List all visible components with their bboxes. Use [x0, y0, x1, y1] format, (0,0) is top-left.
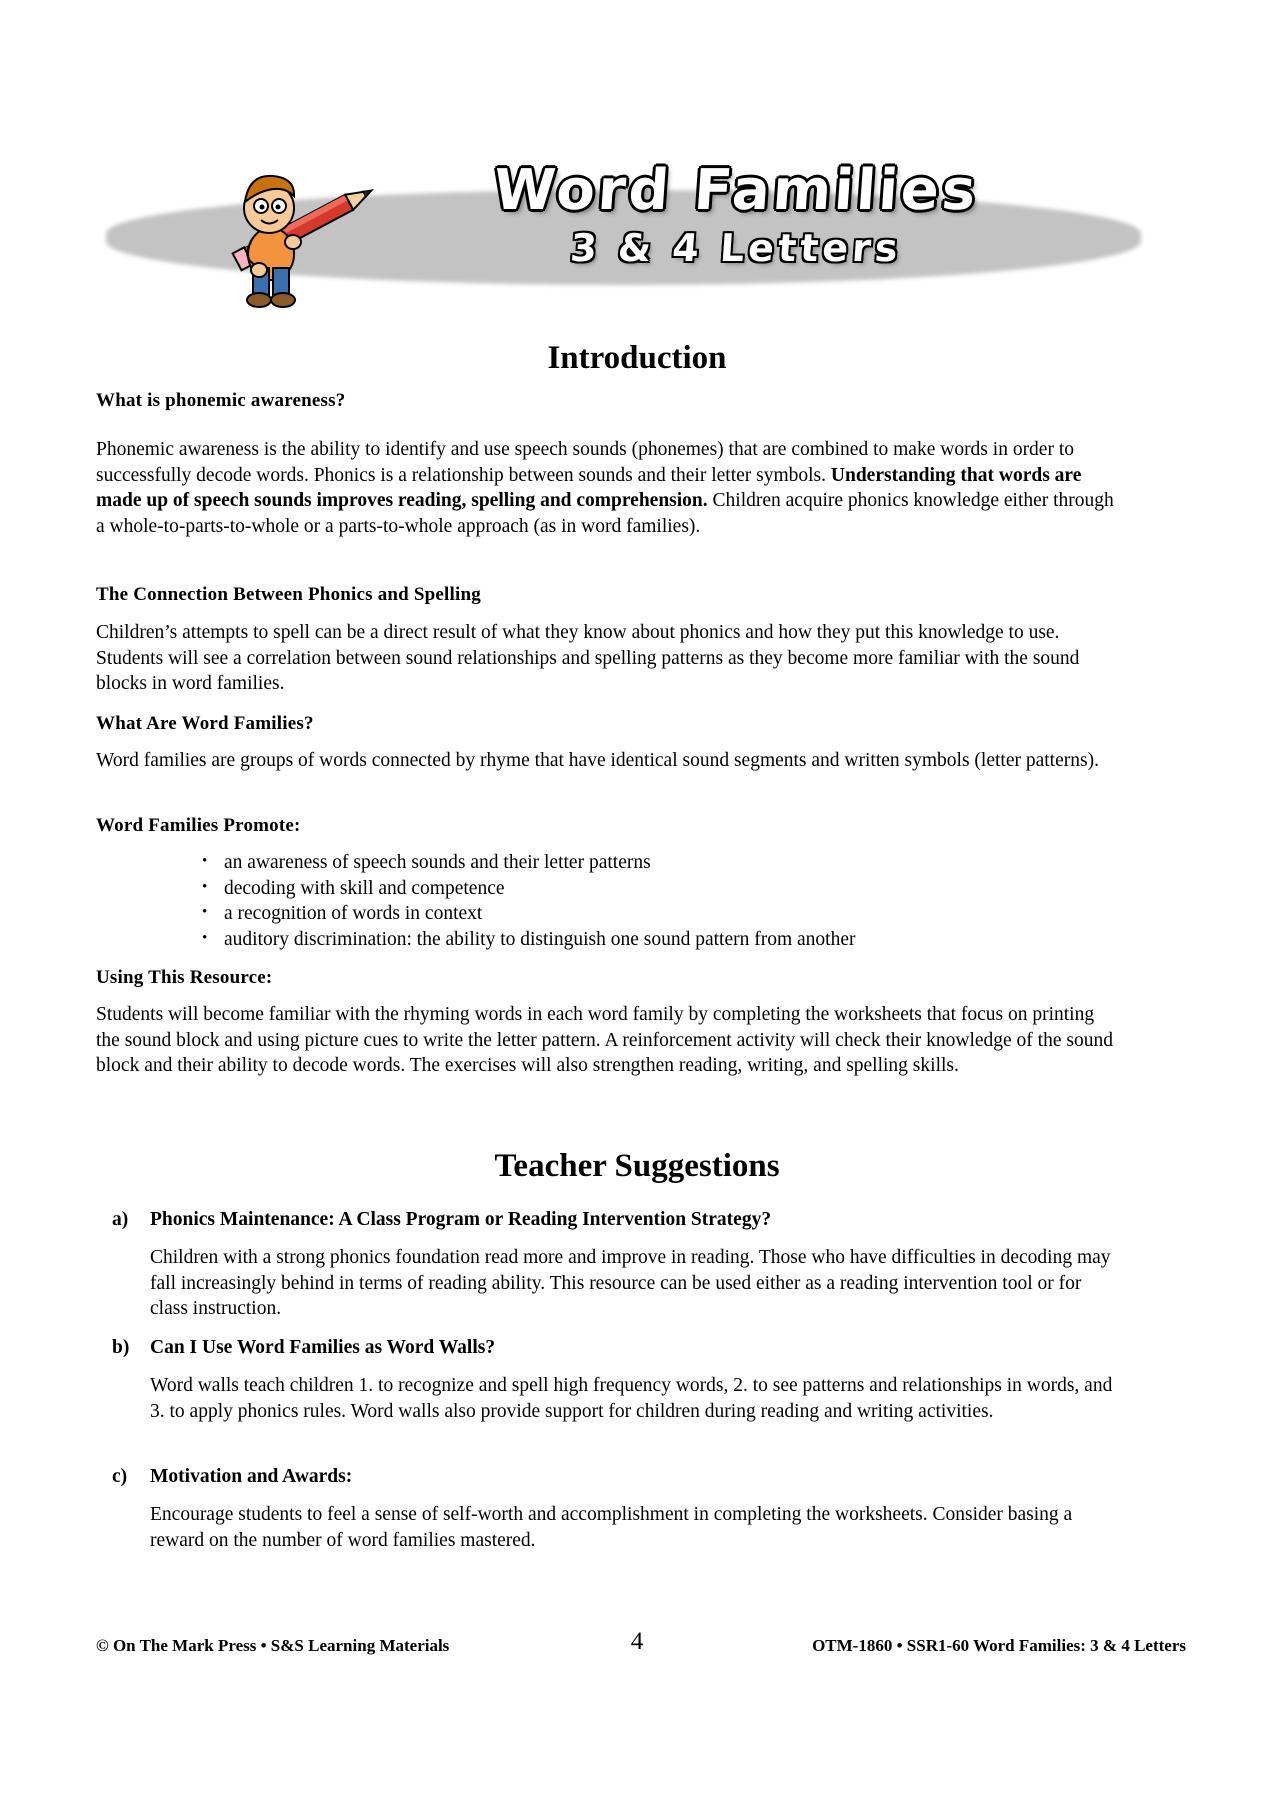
footer-copyright: © On The Mark Press • S&S Learning Materials: [96, 1636, 450, 1655]
banner-title: Word Families: [491, 158, 981, 223]
para-0-bold: Understanding that words are made up of speech sounds improves reading, spelling and comprehension.: [96, 464, 1082, 511]
suggestion-label-b: b): [112, 1337, 130, 1358]
teacher-suggestions-title: Teacher Suggestions: [494, 1148, 780, 1184]
heading-using-this-resource: Using This Resource:: [96, 967, 273, 988]
paragraph-what-are-word-families: Word families are groups of words connected by rhyme that have identical sound segments and written symbols (letter patterns).: [96, 750, 1099, 771]
suggestion-label-c: c): [112, 1466, 128, 1487]
suggestion-body-b: Word walls teach children 1. to recognize and spell high frequency words, 2. to see patterns and relationships in words, and 3. to apply phonics rules. Word walls also provide support for children during reading and writing activities.: [150, 1375, 1113, 1422]
introduction-title: Introduction: [547, 340, 727, 376]
title-banner: [96, 150, 1171, 302]
footer-page-number: 4: [630, 1628, 644, 1655]
para-0-post: Children acquire phonics knowledge either through a whole-to-parts-to-whole or a parts-to-whole approach (as in word families).: [96, 490, 1114, 537]
footer-product-code: OTM-1860 • SSR1-60 Word Families: 3 & 4 Letters: [812, 1636, 1186, 1655]
list-item: • decoding with skill and competence: [202, 876, 1102, 902]
heading-phonics-spelling: The Connection Between Phonics and Spelling: [96, 584, 481, 605]
heading-what-are-word-families: What Are Word Families?: [96, 713, 314, 734]
paragraph-phonics-spelling: Children’s attempts to spell can be a direct result of what they know about phonics and how they put this knowledge to use. Students will see a correlation between sound relationships and spelling patterns as they become more familiar with the sound blocks in word families.: [96, 622, 1080, 694]
suggestion-body-a: Children with a strong phonics foundation read more and improve in reading. Those who have difficulties in decoding may fall increasingly behind in terms of reading ability. This resource can be used either as a reading intervention tool or for class instruction.: [150, 1247, 1111, 1319]
suggestion-heading-c: Motivation and Awards:: [150, 1466, 353, 1487]
paragraph-phonemic-awareness: [96, 437, 1116, 539]
suggestion-body-c: Encourage students to feel a sense of self-worth and accomplishment in completing the worksheets. Consider basing a reward on the number of word families mastered.: [150, 1504, 1073, 1551]
suggestion-label-a: a): [112, 1209, 129, 1230]
heading-phonemic-awareness: What is phonemic awareness?: [96, 390, 346, 411]
heading-word-families-promote: Word Families Promote:: [96, 815, 301, 836]
promote-list: [180, 850, 1102, 952]
suggestion-heading-a: Phonics Maintenance: A Class Program or Reading Intervention Strategy?: [150, 1209, 772, 1230]
paragraph-using-this-resource: Students will become familiar with the rhyming words in each word family by completing the worksheets that focus on printing the sound block and using picture cues to write the letter pattern. A reinforcement activity will check their knowledge of the sound block and their ability to decode words. The exercises will also strengthen reading, writing, and spelling skills.: [96, 1004, 1113, 1076]
list-item: • an awareness of speech sounds and their letter patterns: [202, 850, 1102, 876]
list-item: • auditory discrimination: the ability to distinguish one sound pattern from another: [202, 927, 1102, 953]
banner-subtitle: 3 & 4 Letters: [568, 226, 904, 270]
suggestion-heading-b: Can I Use Word Families as Word Walls?: [150, 1337, 496, 1358]
list-item: • a recognition of words in context: [202, 901, 1102, 927]
para-0-pre: Phonemic awareness is the ability to identify and use speech sounds (phonemes) that are combined to make words in order to successfully decode words. Phonics is a relationship between sounds and their letter symbols.: [96, 439, 1074, 486]
